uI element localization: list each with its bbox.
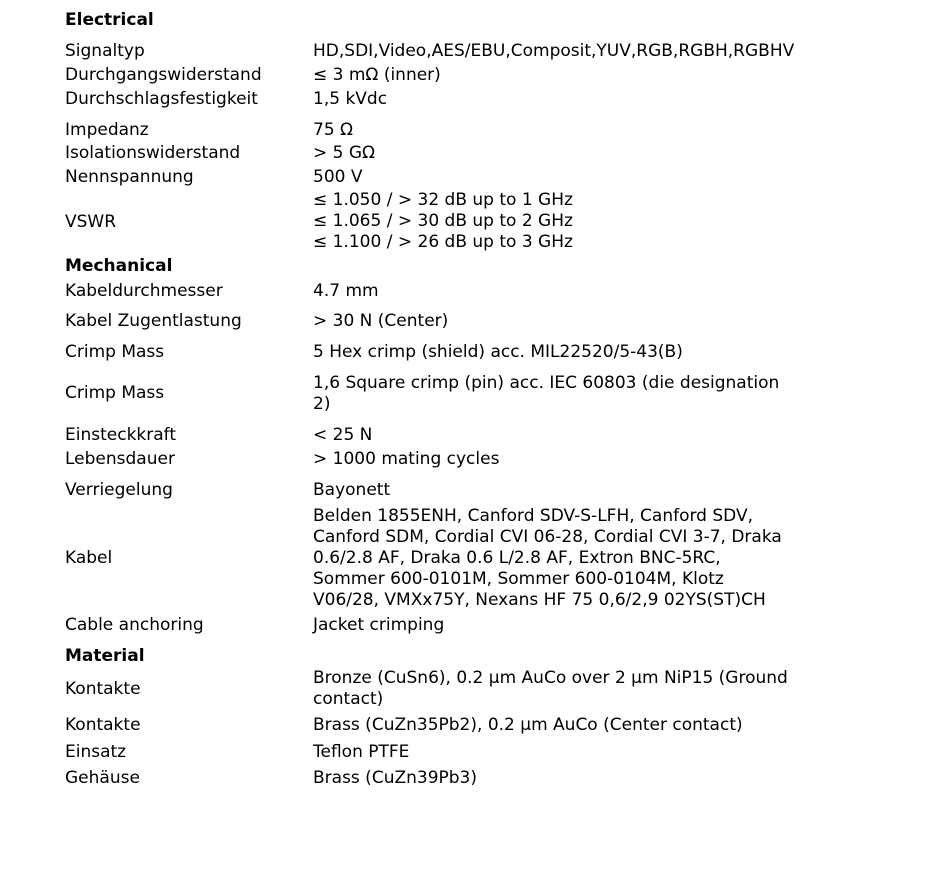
spec-label: Signaltyp	[65, 41, 145, 61]
spec-label: Kabel	[65, 548, 113, 568]
spec-value: > 5 GΩ	[313, 143, 376, 163]
spec-value: Brass (CuZn35Pb2), 0.2 µm AuCo (Center contact)	[313, 715, 743, 735]
spec-label: Kabel Zugentlastung	[65, 311, 242, 331]
spec-value: Bayonett	[313, 480, 391, 500]
spec-value: 4.7 mm	[313, 281, 379, 301]
spec-value: Bronze (CuSn6), 0.2 µm AuCo over 2 µm NiP15 (Ground contact)	[313, 668, 788, 709]
spec-label: Kontakte	[65, 679, 141, 699]
spec-value: ≤ 1.050 / > 32 dB up to 1 GHz ≤ 1.065 / > 30 dB up to 2 GHz ≤ 1.100 / > 26 dB up to 3 GHz	[313, 190, 573, 252]
spec-label: Impedanz	[65, 120, 149, 140]
section-heading-mechanical: Mechanical	[65, 256, 173, 276]
spec-value: > 1000 mating cycles	[313, 449, 500, 469]
spec-value: 1,5 kVdc	[313, 89, 388, 109]
spec-value: HD,SDI,Video,AES/EBU,Composit,YUV,RGB,RGBH,RGBHV	[313, 41, 795, 61]
spec-value: ≤ 3 mΩ (inner)	[313, 65, 441, 85]
section-heading-electrical: Electrical	[65, 10, 154, 30]
spec-label: Kabeldurchmesser	[65, 281, 223, 301]
spec-value: Teflon PTFE	[313, 742, 410, 762]
spec-label: Nennspannung	[65, 167, 194, 187]
spec-label: Crimp Mass	[65, 383, 165, 403]
spec-label: Cable anchoring	[65, 615, 204, 635]
spec-label: Kontakte	[65, 715, 141, 735]
spec-label: VSWR	[65, 212, 117, 232]
spec-value: 75 Ω	[313, 120, 354, 140]
spec-label: Isolationswiderstand	[65, 143, 241, 163]
spec-value: 5 Hex crimp (shield) acc. MIL22520/5-43(B)	[313, 342, 683, 362]
spec-value: Belden 1855ENH, Canford SDV-S-LFH, Canford SDV, Canford SDM, Cordial CVI 06-28, Cordial CVI 3-7, Draka 0.6/2.8 AF, Draka 0.6 L/2.8 AF, Extron BNC-5RC, Sommer 600-0101M, Sommer 600-0104M, Klotz V06/28, VMXx75Y, Nexans HF 75 0,6/2,9 02YS(ST)CH	[313, 506, 782, 610]
spec-label: Lebensdauer	[65, 449, 175, 469]
spec-label: Gehäuse	[65, 768, 140, 788]
spec-label: Durchgangswiderstand	[65, 65, 262, 85]
spec-value: Jacket crimping	[313, 615, 445, 635]
spec-label: Durchschlagsfestigkeit	[65, 89, 258, 109]
spec-value: 1,6 Square crimp (pin) acc. IEC 60803 (die designation 2)	[313, 373, 780, 414]
spec-value: < 25 N	[313, 425, 373, 445]
spec-value: > 30 N (Center)	[313, 311, 449, 331]
spec-value: 500 V	[313, 167, 363, 187]
section-heading-material: Material	[65, 646, 145, 666]
spec-label: Einsatz	[65, 742, 127, 762]
spec-label: Verriegelung	[65, 480, 173, 500]
spec-value: Brass (CuZn39Pb3)	[313, 768, 478, 788]
spec-label: Einsteckkraft	[65, 425, 177, 445]
spec-label: Crimp Mass	[65, 342, 165, 362]
